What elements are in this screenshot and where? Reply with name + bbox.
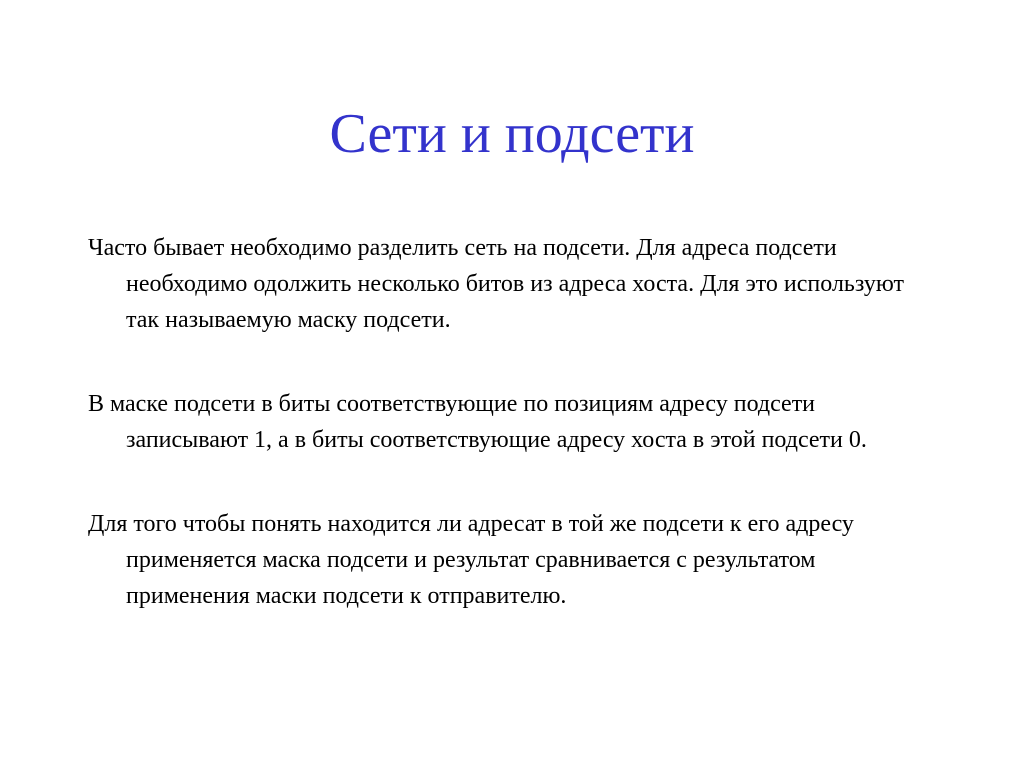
paragraph-3: Для того чтобы понять находится ли адресат в той же подсети к его адресу применяется маска подсети и результат сравнивается с результатом применения маски подсети к отправителю. — [88, 511, 854, 609]
paragraph-2: В маске подсети в биты соответствующие по позициям адресу подсети записывают 1, а в биты соответствующие адресу хоста в этой подсети 0. — [88, 391, 867, 453]
slide-title: Сети и подсети — [329, 103, 695, 165]
slide-body — [88, 230, 928, 614]
paragraph-1: Часто бывает необходимо разделить сеть на подсети. Для адреса подсети необходимо одолжить несколько битов из адреса хоста. Для это используют так называемую маску подсети. — [88, 235, 904, 333]
